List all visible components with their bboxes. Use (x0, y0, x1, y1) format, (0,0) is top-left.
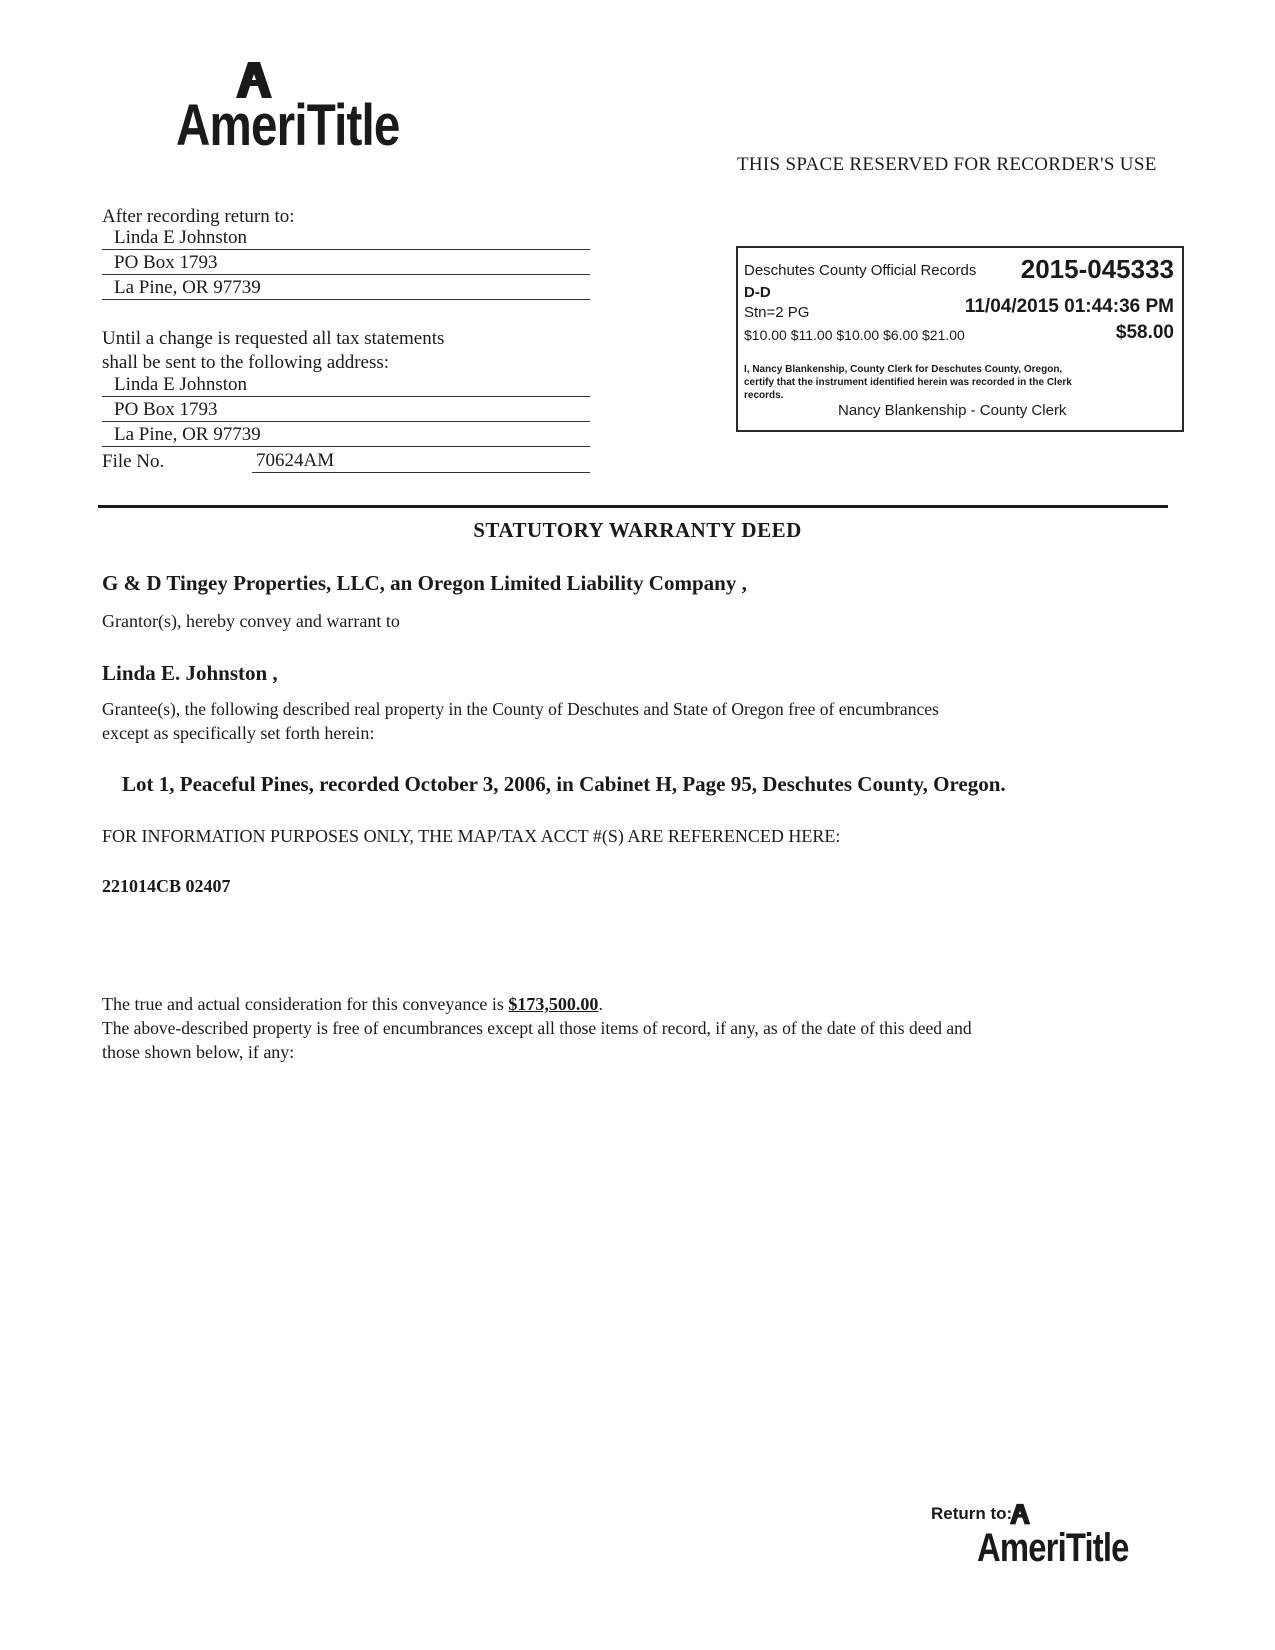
stamp-station: Stn=2 PG (744, 304, 810, 321)
consideration-prefix: The true and actual consideration for this conveyance is (102, 994, 504, 1014)
deed-title: STATUTORY WARRANTY DEED (473, 518, 802, 542)
encumbrance-line2: those shown below, if any: (102, 1042, 295, 1062)
footer-return-label: Return to: (931, 1504, 1013, 1523)
logo-wordmark: AmeriTitle (176, 93, 400, 158)
stamp-record-number: 2015-045333 (1020, 254, 1174, 284)
footer-ameritite-logo-icon (1004, 1500, 1036, 1526)
recorder-stamp (736, 246, 1184, 432)
grantee-name: Linda E. Johnston , (102, 661, 278, 685)
stamp-cert-line1: I, Nancy Blankenship, County Clerk for Deschutes County, Oregon, (744, 364, 1063, 375)
tax-heading-line1: Until a change is requested all tax statements (102, 328, 445, 349)
stamp-fees: $10.00 $11.00 $10.00 $6.00 $21.00 (744, 327, 965, 343)
consideration-amount: $173,500.00 (508, 994, 599, 1014)
consideration-line (102, 994, 603, 1015)
stamp-total: $58.00 (1115, 322, 1174, 343)
stamp-office: Deschutes County Official Records (744, 262, 977, 279)
file-no-label: File No. (102, 451, 165, 472)
encumbrance-line1: The above-described property is free of encumbrances except all those items of record, if any, as of the date of this deed and (102, 1018, 972, 1038)
return-address1: PO Box 1793 (102, 251, 590, 275)
tax-heading-line2: shall be sent to the following address: (102, 352, 390, 373)
stamp-datetime: 11/04/2015 01:44:36 PM (964, 296, 1174, 317)
tax-name: Linda E Johnston (102, 373, 590, 397)
return-name: Linda E Johnston (102, 226, 590, 250)
tax-address2: La Pine, OR 97739 (102, 423, 590, 447)
grantor-name: G & D Tingey Properties, LLC, an Oregon Limited Liability Company , (102, 571, 747, 595)
return-address2: La Pine, OR 97739 (102, 276, 590, 300)
tax-address1: PO Box 1793 (102, 398, 590, 422)
return-heading: After recording return to: (102, 206, 295, 227)
stamp-signature: Nancy Blankenship - County Clerk (838, 402, 1067, 419)
grantee-clause-line1: Grantee(s), the following described real property in the County of Deschutes and State of Oregon free of encumbrances (102, 699, 939, 719)
stamp-cert-line3: records. (744, 390, 784, 401)
consideration-suffix: . (598, 994, 603, 1014)
legal-description: Lot 1, Peaceful Pines, recorded October 3, 2006, in Cabinet H, Page 95, Deschutes County, Oregon. (122, 772, 1006, 796)
recorder-space-caption: THIS SPACE RESERVED FOR RECORDER'S USE (737, 154, 1157, 175)
tax-account: 221014CB 02407 (102, 876, 231, 896)
grantor-clause: Grantor(s), hereby convey and warrant to (102, 611, 400, 631)
file-no-value: 70624AM (252, 449, 590, 473)
grantee-clause-line2: except as specifically set forth herein: (102, 723, 375, 743)
section-divider (98, 505, 1168, 508)
stamp-cert-line2: certify that the instrument identified herein was recorded in the Clerk (744, 377, 1072, 388)
footer-logo-wordmark: AmeriTitle (977, 1526, 1129, 1570)
info-note: FOR INFORMATION PURPOSES ONLY, THE MAP/TAX ACCT #(S) ARE REFERENCED HERE: (102, 826, 841, 846)
stamp-doc-type: D-D (744, 284, 771, 301)
